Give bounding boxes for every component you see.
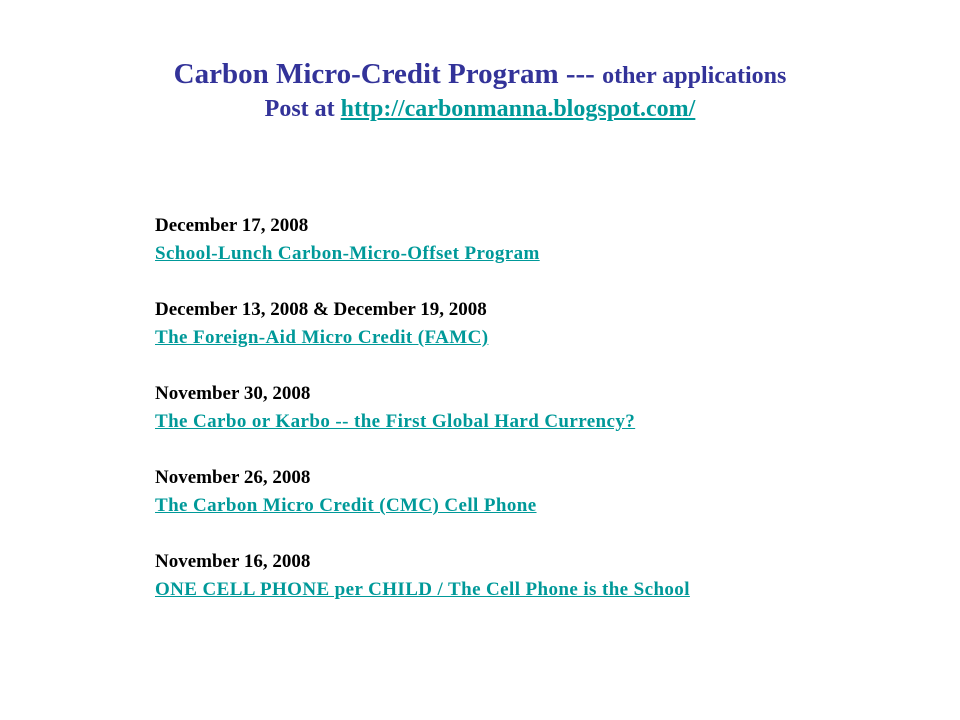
page-header [0, 56, 960, 124]
list-item [155, 548, 935, 604]
entry-link[interactable]: The Foreign-Aid Micro Credit (FAMC) [155, 327, 489, 348]
post-prefix: Post at [264, 96, 335, 122]
entry-date: December 13, 2008 & December 19, 2008 [155, 299, 487, 320]
entry-date: November 30, 2008 [155, 383, 311, 404]
entry-date: November 16, 2008 [155, 551, 311, 572]
title-subtitle: other applications [602, 63, 787, 89]
post-line [0, 94, 960, 124]
list-item [155, 212, 935, 268]
blog-url-link[interactable]: http://carbonmanna.blogspot.com/ [340, 96, 696, 122]
title-main: Carbon Micro-Credit Program --- [173, 58, 595, 90]
list-item [155, 296, 935, 352]
list-item [155, 464, 935, 520]
entry-link[interactable]: School-Lunch Carbon-Micro-Offset Program [155, 243, 540, 264]
entry-date: December 17, 2008 [155, 215, 309, 236]
entry-list [155, 212, 935, 632]
entry-date: November 26, 2008 [155, 467, 311, 488]
entry-link[interactable]: The Carbo or Karbo -- the First Global Hard Currency? [155, 411, 636, 432]
list-item [155, 380, 935, 436]
page-title [0, 56, 960, 94]
entry-link[interactable]: The Carbon Micro Credit (CMC) Cell Phone [155, 495, 537, 516]
entry-link[interactable]: ONE CELL PHONE per CHILD / The Cell Phone is the School [155, 579, 690, 600]
